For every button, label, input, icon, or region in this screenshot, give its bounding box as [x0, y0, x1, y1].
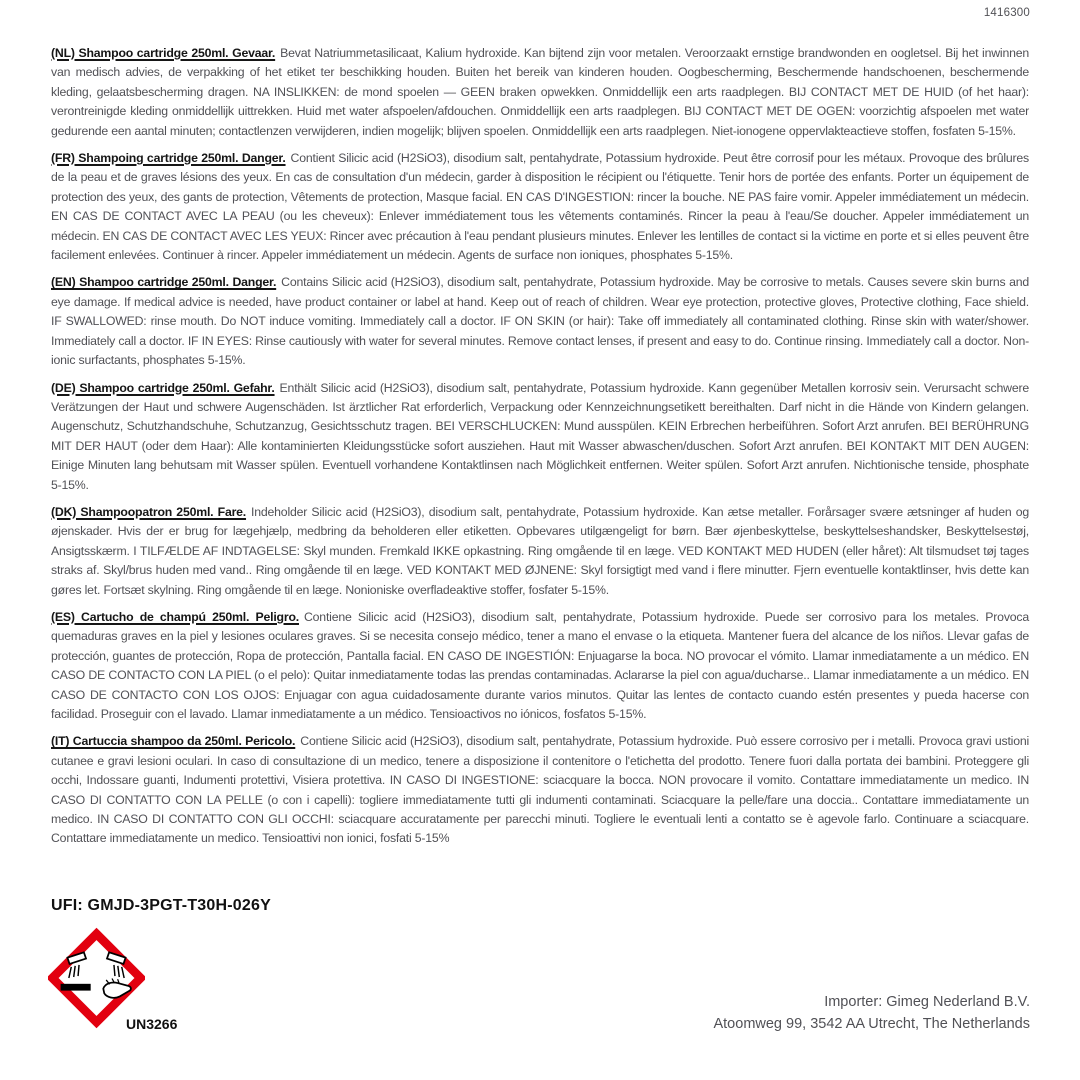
section-body-en: Contains Silicic acid (H2SiO3), disodium salt, pentahydrate, Potassium hydroxide. May be corrosive to metals. Causes severe skin burns and eye damage. If medical advice is needed, have product container or label at hand. Keep out of reach of children. Wear eye protection, protective gloves, Protective clothing, Face shield. IF SWALLOWED: rinse mouth. Do NOT induce vomiting. Immediately call a doctor. IF ON SKIN (or hair): Take off immediately all contaminated clothing. Rinse skin with water/shower. Immediately call a doctor. IF IN EYES: Rinse cautiously with water for several minutes. Remove contact lenses, if present and easy to do. Continue rinsing. Immediately call a doctor. Non-ionic surfactants, phosphates 5-15%. — [51, 275, 1029, 368]
importer-street: Atoomweg 99, 3542 AA Utrecht, The Netherlands — [713, 1016, 1030, 1032]
section-body-it: Contiene Silicic acid (H2SiO3), disodium salt, pentahydrate, Potassium hydroxide. Può essere corrosivo per i metalli. Provoca gravi ustioni cutanee e gravi lesioni oculari. In caso di consultazione di un medico, tenere a disposizione il contenitore o l'etichetta del prodotto. Tenere fuori dalla portata dei bambini. Proteggere gli occhi, Indossare guanti, Indumenti protettivi, Visiera protettiva. IN CASO DI INGESTIONE: sciacquare la bocca. NON provocare il vomito. Contattare immediatamente un medico. IN CASO DI CONTATTO CON LA PELLE (o con i capelli): togliere immediatamente tutti gli indumenti contaminati. Sciacquare la pelle/fare una doccia.. Contattare immediatamente un medico. IN CASO DI CONTATTO CON GLI OCCHI: sciacquare accuratamente per parecchi minuti. Togliere le eventuali lenti a contatto se è agevole farlo. Continuare a sciacquare. Contattare immediatamente un medico. Tensioattivi non ionici, fosfati 5-15% — [51, 734, 1029, 846]
importer-name: Importer: Gimeg Nederland B.V. — [824, 994, 1030, 1010]
section-nl — [51, 44, 1029, 141]
ufi-code: UFI: GMJD-3PGT-T30H-026Y — [51, 897, 271, 914]
section-body-de: Enthält Silicic acid (H2SiO3), disodium salt, pentahydrate, Potassium hydroxide. Kann gegenüber Metallen korrosiv sein. Verursacht schwere Verätzungen der Haut und schwere Augenschäden. Ist ärztlicher Rat erforderlich, Verpackung oder Kennzeichnungsetikett bereithalten. Darf nicht in die Hände von Kindern gelangen. Augenschutz, Schutzhandschuhe, Schutzanzug, Gesichtsschutz tragen. BEI VERSCHLUCKEN: Mund ausspülen. KEIN Erbrechen herbeiführen. Sofort Arzt anrufen. BEI BERÜHRUNG MIT DER HAUT (oder dem Haar): Alle kontaminierten Kleidungsstücke sofort ausziehen. Haut mit Wasser abwaschen/duschen. Sofort Arzt anrufen. BEI KONTAKT MIT DEN AUGEN: Einige Minuten lang behutsam mit Wasser spülen. Eventuell vorhandene Kontaktlinsen nach Möglichkeit entfernen. Weiter spülen. Sofort Arzt anrufen. Nichtionische tenside, phosphate 5-15%. — [51, 380, 1029, 492]
section-header-de: (DE) Shampoo cartridge 250ml. Gefahr. — [51, 380, 275, 395]
section-it — [51, 732, 1029, 848]
section-header-it: (IT) Cartuccia shampoo da 250ml. Pericolo. — [51, 734, 296, 749]
section-header-en: (EN) Shampoo cartridge 250ml. Danger. — [51, 275, 277, 290]
section-body-fr: Contient Silicic acid (H2SiO3), disodium salt, pentahydrate, Potassium hydroxide. Peut être corrosif pour les métaux. Provoque des brûlures de la peau et de graves lésions des yeux. En cas de consultation d'un médecin, garder à disposition le récipient ou l'étiquette. Tenir hors de portée des enfants. Porter un équipement de protection des yeux, des gants de protection, Vêtements de protection, Masque facial. EN CAS D'INGESTION: rincer la bouche. NE PAS faire vomir. Appeler immédiatement un médecin. EN CAS DE CONTACT AVEC LA PEAU (ou les cheveux): Enlever immédiatement tous les vêtements contaminés. Rincer la peau à l'eau/Se doucher. Appeler immédiatement un médecin. EN CAS DE CONTACT AVEC LES YEUX: Rincer avec précaution à l'eau pendant plusieurs minutes. Enlever les lentilles de contact si la victime en porte et si elles peuvent être facilement enlevées. Continuer à rincer. Appeler immédiatement un médecin. Agents de surface non ioniques, phosphates 5-15%. — [51, 151, 1029, 263]
section-header-nl: (NL) Shampoo cartridge 250ml. Gevaar. — [51, 46, 276, 60]
importer-address — [713, 991, 1030, 1035]
section-header-dk: (DK) Shampoopatron 250ml. Fare. — [51, 504, 247, 519]
section-header-es: (ES) Cartucho de champú 250ml. Peligro. — [51, 609, 299, 624]
ghs05-corrosion-icon — [48, 927, 145, 1029]
section-dk — [51, 503, 1029, 600]
section-body-nl: Bevat Natriummetasilicaat, Kalium hydroxide. Kan bijtend zijn voor metalen. Veroorzaakt ernstige brandwonden en oogletsel. Bij het inwinnen van medisch advies, de verpakking of het etiket ter beschikking houden. Buiten het bereik van kinderen houden. Oogbescherming, Beschermende handschoenen, beschermende kleding, gelaatsbescherming dragen. NA INSLIKKEN: de mond spoelen — GEEN braken opwekken. Onmiddellijk een arts raadplegen. BIJ CONTACT MET DE HUID (of het haar): verontreinigde kleding onmiddellijk uittrekken. Huid met water afspoelen/afdouchen. Onmiddellijk een arts raadplegen. BIJ CONTACT MET DE OGEN: voorzichtig afspoelen met water gedurende een aantal minuten; contactlenzen verwijderen, indien mogelijk; blijven spoelen. Onmiddellijk een arts raadplegen. Niet-ionogene oppervlakteactieve stoffen, fosfaten 5-15%. — [51, 46, 1029, 138]
label-text-content — [51, 44, 1029, 857]
section-header-fr: (FR) Shampoing cartridge 250ml. Danger. — [51, 151, 286, 166]
section-en — [51, 273, 1029, 370]
section-body-es: Contiene Silicic acid (H2SiO3), disodium salt, pentahydrate, Potassium hydroxide. Puede ser corrosivo para los metales. Provoca quemaduras graves en la piel y lesiones oculares graves. Si se necesita consejo médico, tener a mano el envase o la etiqueta. Mantener fuera del alcance de los niños. Llevar gafas de protección, guantes de protección, Ropa de protección, Pantalla facial. EN CASO DE INGESTIÓN: Enjuagarse la boca. NO provocar el vómito. Llamar inmediatamente a un médico. EN CASO DE CONTACTO CON LA PIEL (o el pelo): Quitar inmediatamente todas las prendas contaminadas. Aclararse la piel con agua/ducharse.. Llamar inmediatamente a un médico. EN CASO DE CONTACTO CON LOS OJOS: Enjuagar con agua cuidadosamente durante varios minutos. Quitar las lentes de contacto cuando estén presentes y pueda hacerse con facilidad. Proseguir con el lavado. Llamar inmediatamente a un médico. Tensioactivos no iónicos, fosfatos 5-15%. — [51, 609, 1029, 721]
hazard-pictogram-block — [48, 927, 178, 1032]
section-body-dk: Indeholder Silicic acid (H2SiO3), disodium salt, pentahydrate, Potassium hydroxide. Kan ætse metaller. Forårsager svære ætsninger af huden og øjenskader. Hvis der er brug for lægehjælp, medbring da beholderen eller etiketten. Opbevares utilgængeligt for børn. Bær øjenbeskyttelse, beskyttelseshandsker, Beskyttelsestøj, Ansigtsskærm. I TILFÆLDE AF INDTAGELSE: Skyl munden. Fremkald IKKE opkastning. Ring omgående til en læge. VED KONTAKT MED HUDEN (eller håret): Alt tilsmudset tøj tages straks af. Skyl/brus huden med vand.. Ring omgående til en læge. VED KONTAKT MED ØJNENE: Skyl forsigtigt med vand i flere minutter. Fjern eventuelle kontaktlinser, hvis dette kan gøres let. Fortsæt skylning. Ring omgående til en læge. Nonioniske overfladeaktive stoffer, fosfater 5-15%. — [51, 504, 1030, 597]
un-number: UN3266 — [126, 1016, 178, 1032]
doc-number: 1416300 — [983, 7, 1030, 19]
section-fr — [51, 149, 1029, 265]
section-de — [51, 379, 1029, 495]
section-es — [51, 608, 1029, 724]
